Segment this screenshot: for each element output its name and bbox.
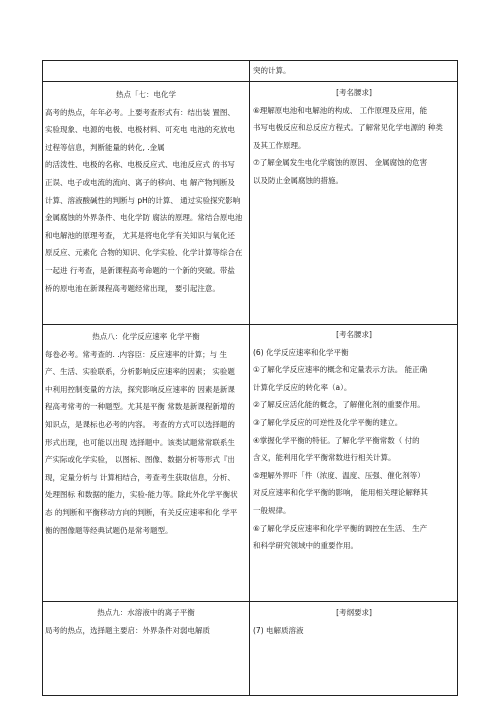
- hotspot9-cell: [45, 604, 247, 639]
- hotspot8-line: 知识点，是课标也必考的内容。 考查的方式可以选择题的: [45, 419, 235, 429]
- hotspot7-line: 计算、溶液酸碱性的判断与 pH的计算、 通过实验探究影响: [45, 195, 241, 205]
- hotspot8-line: 衡的图像题等经典试题仍是常考题型。: [45, 525, 173, 535]
- hotspot8-line: 态 的判断和平衡移动方向的判断，有关反应速率和化 学平: [45, 507, 238, 517]
- hotspot7-line: 一起进 行考查，是新课程高考命题的一个新的突破。带盐: [45, 265, 235, 275]
- row1-right-cell: [253, 62, 453, 80]
- requirement-line: 含义，能利用化学平衡常数进行相关计算。: [253, 453, 396, 463]
- requirement-line: ⑤理解外界吓「件（浓度、温度、压强、催化剂等）: [253, 470, 425, 480]
- requirement-line: (6) 化学反应速率和化学平衡: [253, 347, 349, 357]
- requirement-line: (7) 电解质溶液: [253, 625, 304, 635]
- column-divider: [249, 60, 250, 696]
- requirement-line: 书写电极反应和总反应方程式。了解常见化学电源的 种类: [253, 123, 443, 133]
- hotspot7-line: 高考的热点，年年必考。上要考查形式有：结出装 置图、: [45, 107, 235, 117]
- requirement-line: 及其工作原理。: [253, 140, 306, 150]
- hotspot7-line: 过程等信息，判断能量的转化, .金属: [45, 142, 165, 152]
- requirement-line: ①了解化学反应速率的概念和定量表示方法。 能正确: [253, 365, 428, 375]
- hotspot7-line: 正误、电子或电流的流向、离子的移向、电 解产物判断及: [45, 177, 235, 187]
- hotspot8-line: 每卷必考。常考查的. .内容臣：反应速率的计算；与 生: [45, 349, 228, 359]
- requirement-line: ④掌握化学平衡的特征。了解化学平衡常数（ 付的: [253, 435, 420, 445]
- requirement-line: ②了解反应活化能的概念，了解催化剂的重要作用。: [253, 400, 425, 410]
- hotspot7-line: 和电解池的原理考查， 尤其是将电化学有关知识与氧化还: [45, 230, 235, 240]
- hotspot8-title: 热点八：化学反应速率 化学平衡: [92, 332, 200, 341]
- hotspot7-line: 原反应、元素化 合物的知识、化学实验、化学计算等综合在: [45, 248, 243, 258]
- row-divider: [42, 81, 458, 82]
- requirement-line: 计算化学反应的转化率（a）。: [253, 382, 352, 392]
- hotspot9-line: 局考的热点，选择题主要启：外界条件对弱电解质: [45, 625, 210, 635]
- hotspot7-line: 金属腐蚀的外界条件、电化学防 腐法的原理。常结合原电池: [45, 213, 243, 223]
- hotspot7-line: 实验现象、电源的电极、电极材料、可充电 电池的充放电: [45, 125, 235, 135]
- table-border-right: [457, 60, 458, 696]
- hotspot7-requirements-cell: [253, 84, 455, 190]
- hotspot7-line: 的活泼性、电极的名称、电极反应式、电池反应式 的书写: [45, 160, 235, 170]
- hotspot8-requirements-cell: [253, 326, 455, 555]
- hotspot8-line: 程高考常考的一种题型。尤其是平衡 常数是新课程新增的: [45, 402, 235, 412]
- table-border-top: [42, 60, 458, 61]
- row-divider: [42, 601, 458, 602]
- requirement-line: ③了解化学反应的可逆性及化学平衡的建立。: [253, 417, 403, 427]
- hotspot8-line: 产实际或化学实验， 以图标、图像、数据分析等形式『出: [45, 455, 235, 465]
- row-divider: [42, 324, 458, 325]
- row1-right-line: 突的计算。: [253, 66, 291, 75]
- hotspot8-line: 形式出现，也可能以出现 选择题中。该类试题常常联系生: [45, 437, 235, 447]
- hotspot8-line: 现，定量分析与 计算相结合，考查考生获取信息，分析、: [45, 472, 235, 482]
- hotspot8-line: 中利用控制变量的方法，探究影响反应速率的 因素是新课: [45, 384, 235, 394]
- content-table: [42, 60, 458, 696]
- requirement-line: 对反应速率和化学平衡的影响， 能用相关理论解释其: [253, 488, 428, 498]
- requirements-header: [考纲要求]: [336, 608, 372, 617]
- hotspot7-line: 桥的原电池在新课程高考题经常出现， 要引起注意。: [45, 283, 220, 293]
- requirement-line: ⑦了解金属发生电化学腐蚀的原因、 金属腐蚀的危害: [253, 158, 428, 168]
- hotspot9-title: 热点九：水溶液中的离子平衡: [97, 608, 195, 617]
- requirement-line: ⑥理解原电池和电解池的构成、 工作原理及应用，能: [253, 105, 428, 115]
- requirement-line: 和科学研究领域中的重要作用。: [253, 541, 358, 551]
- hotspot8-cell: [45, 328, 247, 539]
- requirements-header: [考名腰求]: [336, 88, 372, 97]
- table-border-left: [42, 60, 43, 696]
- hotspot9-requirements-cell: [253, 604, 455, 639]
- hotspot8-line: 处理图标 和数据的能力，实验-能力等。除此外化学平衡状: [45, 490, 238, 500]
- table-border-bottom: [42, 695, 458, 696]
- hotspot7-title: 热点「七：电化学: [116, 90, 176, 99]
- hotspot8-line: 产、生活、实验联系，分析影响反应速率的因素； 实验题: [45, 367, 235, 377]
- requirement-line: 一般规律。: [253, 505, 291, 515]
- requirements-header: [考名腰求]: [336, 330, 372, 339]
- requirement-line: ⑥了解化学反应速率和化学平衡的调控在生活、 生产: [253, 523, 428, 533]
- requirement-line: 以及防止金属腐蚀的措施。: [253, 175, 343, 185]
- hotspot7-cell: [45, 86, 247, 297]
